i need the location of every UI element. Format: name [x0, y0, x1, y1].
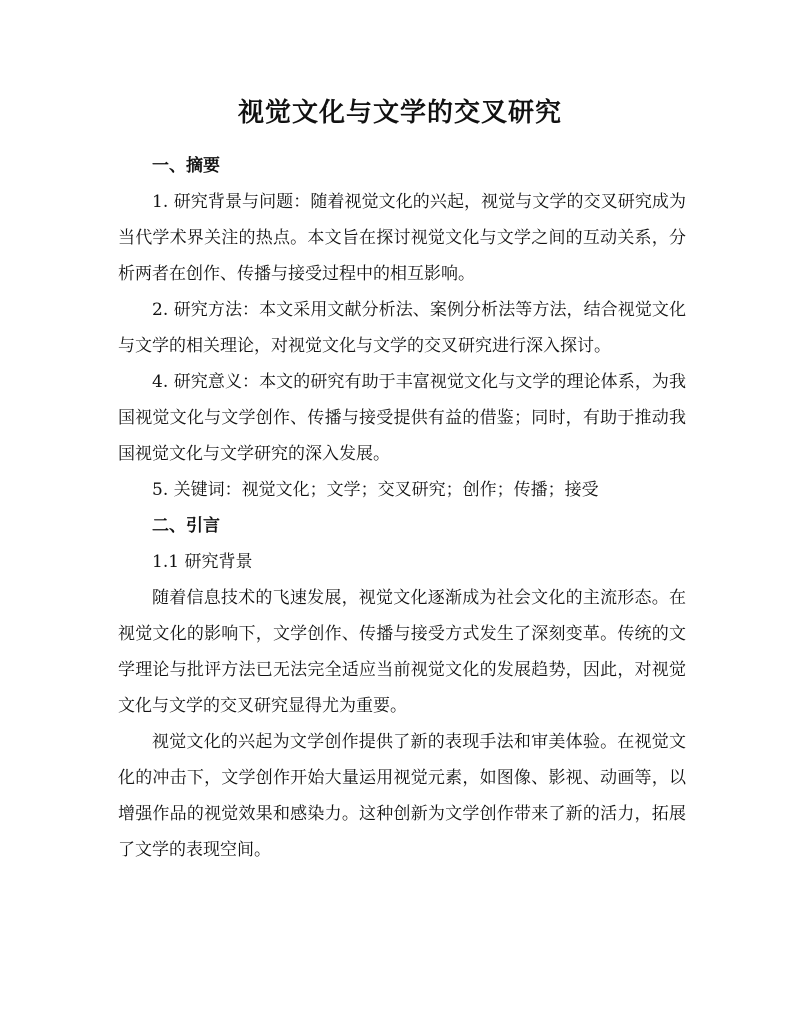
abstract-item: 4. 研究意义：本文的研究有助于丰富视觉文化与文学的理论体系，为我国视觉文化与文学创作、传播与接受提供有益的借鉴；同时，有助于推动我国视觉文化与文学研究的深入发展。 [118, 372, 686, 464]
abstract-item: 2. 研究方法：本文采用文献分析法、案例分析法等方法，结合视觉文化与文学的相关理论，对视觉文化与文学的交叉研究进行深入探讨。 [118, 300, 686, 356]
intro-heading: 二、引言 [152, 516, 220, 536]
document-title: 视觉文化与文学的交叉研究 [237, 98, 562, 128]
abstract-heading: 一、摘要 [152, 156, 220, 176]
intro-subheading: 1.1 研究背景 [152, 552, 253, 572]
abstract-item: 1. 研究背景与问题：随着视觉文化的兴起，视觉与文学的交叉研究成为当代学术界关注的热点。本文旨在探讨视觉文化与文学之间的互动关系，分析两者在创作、传播与接受过程中的相互影响。 [118, 192, 686, 284]
intro-paragraph: 随着信息技术的飞速发展，视觉文化逐渐成为社会文化的主流形态。在视觉文化的影响下，文学创作、传播与接受方式发生了深刻变革。传统的文学理论与批评方法已无法完全适应当前视觉文化的发展趋势，因此，对视觉文化与文学的交叉研究显得尤为重要。 [118, 588, 686, 716]
intro-paragraph: 视觉文化的兴起为文学创作提供了新的表现手法和审美体验。在视觉文化的冲击下，文学创作开始大量运用视觉元素，如图像、影视、动画等，以增强作品的视觉效果和感染力。这种创新为文学创作带来了新的活力，拓展了文学的表现空间。 [118, 732, 686, 860]
abstract-item: 5. 关键词：视觉文化；文学；交叉研究；创作；传播；接受 [152, 480, 599, 500]
document-body [118, 148, 686, 868]
